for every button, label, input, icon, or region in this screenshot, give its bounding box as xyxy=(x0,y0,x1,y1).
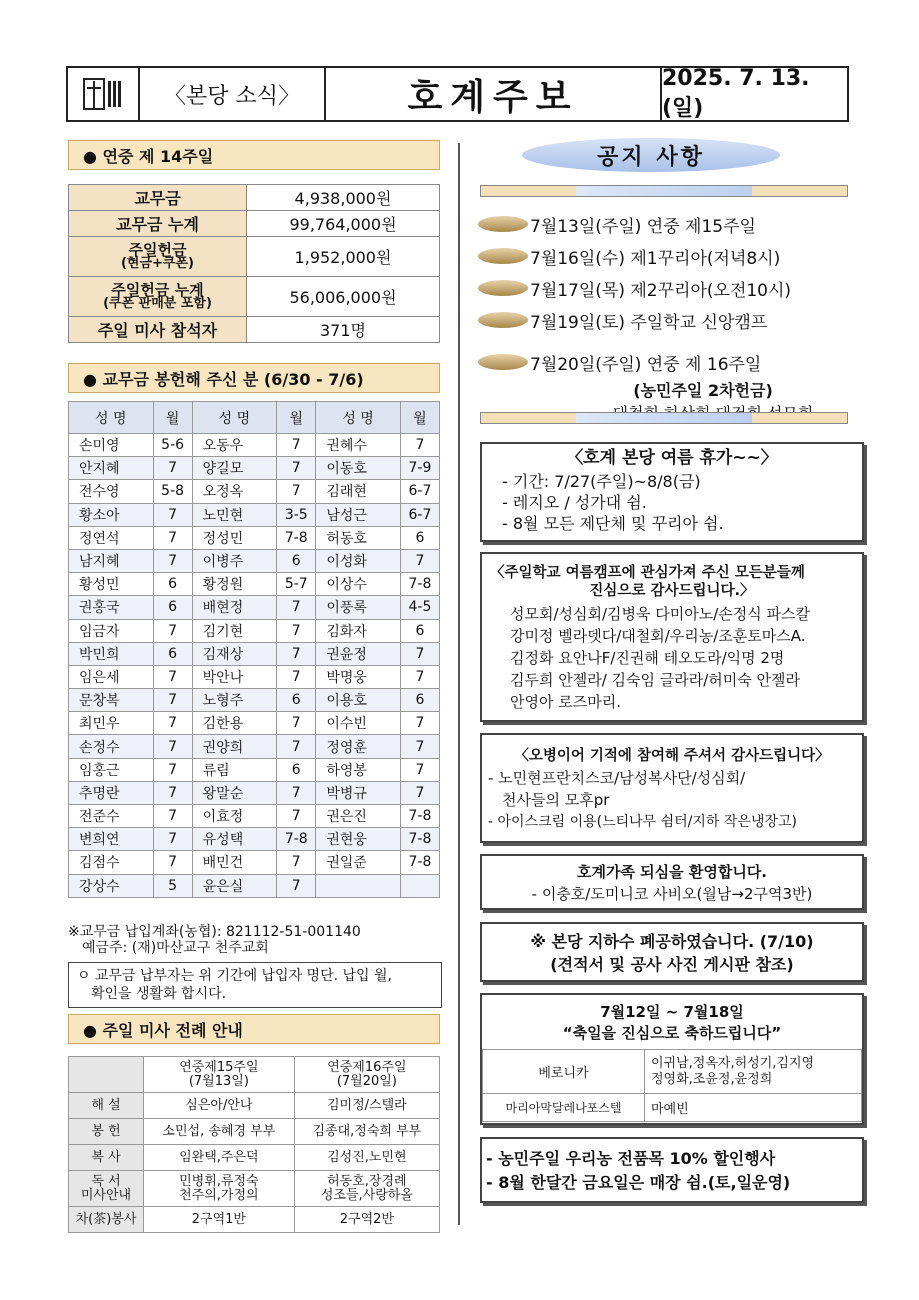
donor-months: 7 xyxy=(153,457,192,480)
stats-heading: ● 연중 제 14주일 xyxy=(68,140,440,170)
donor-months: 4-5 xyxy=(400,596,439,619)
table-row xyxy=(69,735,440,758)
donor-name: 오정옥 xyxy=(192,480,277,503)
donor-months: 7 xyxy=(153,526,192,549)
donors-heading: ● 교무금 봉헌해 주신 분 (6/30 - 7/6) xyxy=(68,363,440,393)
donor-name: 남지혜 xyxy=(69,549,154,572)
donor-name: 정연석 xyxy=(69,526,154,549)
donor-months: 6 xyxy=(153,573,192,596)
donor-name: 윤은실 xyxy=(192,874,277,897)
donor-months xyxy=(400,874,439,897)
scroll-divider-bottom xyxy=(480,412,848,424)
donor-name: 최민우 xyxy=(69,712,154,735)
assignee: 허동호,장경례 성조들,사랑하올 xyxy=(294,1171,439,1207)
masthead xyxy=(66,66,849,122)
table-row xyxy=(69,549,440,572)
table-row xyxy=(69,480,440,503)
donor-months: 7-8 xyxy=(400,851,439,874)
table-row xyxy=(69,851,440,874)
donor-months: 7 xyxy=(400,735,439,758)
donor-name: 김기현 xyxy=(192,619,277,642)
donor-name: 임홍근 xyxy=(69,758,154,781)
donor-name: 권윤정 xyxy=(316,642,401,665)
sale-box xyxy=(480,1137,864,1203)
donor-months: 7 xyxy=(277,596,316,619)
stat-value: 56,006,000원 xyxy=(247,277,440,317)
donor-months: 7 xyxy=(277,480,316,503)
table-row xyxy=(69,874,440,897)
welcome-title: 호계가족 되심을 환영합니다. xyxy=(576,863,768,881)
welcome-box: 호계가족 되심을 환영합니다. - 이충호/도미니코 사비오(월남→2구역3반) xyxy=(480,854,864,910)
donor-months: 7 xyxy=(153,689,192,712)
issue-date: 2025. 7. 13.(일) xyxy=(662,66,810,121)
saint-name: 베로니카 xyxy=(483,1050,645,1094)
donor-months: 7 xyxy=(153,851,192,874)
donor-name: 임금자 xyxy=(69,619,154,642)
event-item: 7월20일(주일) 연중 제 16주일 xyxy=(478,346,858,378)
donor-months: 7-8 xyxy=(400,573,439,596)
stat-label: 교무금 xyxy=(69,185,247,211)
role-label: 복 사 xyxy=(69,1145,144,1171)
donor-name: 문창복 xyxy=(69,689,154,712)
stat-value: 99,764,000원 xyxy=(247,211,440,237)
bullet-icon xyxy=(478,280,528,296)
donor-name: 류림 xyxy=(192,758,277,781)
feast-greeting: “축일을 진심으로 축하드립니다” xyxy=(562,1024,782,1042)
role-label: 봉 헌 xyxy=(69,1119,144,1145)
donor-name: 이상수 xyxy=(316,573,401,596)
bullet-icon xyxy=(478,312,528,328)
table-row xyxy=(69,642,440,665)
assignee: 민병휘,류정숙 천주의,가정의 xyxy=(144,1171,295,1207)
col-name: 성 명 xyxy=(316,402,401,434)
assignee: 김미정/스텔라 xyxy=(294,1093,439,1119)
parish-logo xyxy=(68,68,140,120)
assignee: 임완택,주은덕 xyxy=(144,1145,295,1171)
donor-months: 7-8 xyxy=(400,805,439,828)
donor-name: 정영훈 xyxy=(316,735,401,758)
table-row xyxy=(69,689,440,712)
donor-months: 7-8 xyxy=(277,828,316,851)
donor-name: 권홍국 xyxy=(69,596,154,619)
donor-months: 7 xyxy=(277,619,316,642)
liturgy-table xyxy=(68,1056,440,1233)
donor-name: 오동우 xyxy=(192,434,277,457)
sale-line: - 농민주일 우리농 전품목 10% 할인행사 xyxy=(486,1149,776,1168)
bullet-icon xyxy=(478,248,528,264)
donor-months: 5-6 xyxy=(153,434,192,457)
donor-name: 이성화 xyxy=(316,549,401,572)
donor-months: 5-7 xyxy=(277,573,316,596)
col-name: 성 명 xyxy=(192,402,277,434)
stat-label: 주일 미사 참석자 xyxy=(69,317,247,343)
event-item: 7월16일(수) 제1꾸리아(저녁8시) xyxy=(478,240,858,272)
donor-months: 7 xyxy=(153,712,192,735)
notice-title: 공지 사항 xyxy=(522,138,780,172)
stat-label: 교무금 누계 xyxy=(69,211,247,237)
donor-name: 김재상 xyxy=(192,642,277,665)
donor-name: 노민현 xyxy=(192,503,277,526)
donor-months: 7 xyxy=(277,712,316,735)
table-row xyxy=(69,526,440,549)
donor-months: 6 xyxy=(153,596,192,619)
donor-months: 6 xyxy=(277,689,316,712)
sale-line: - 8월 한달간 금요일은 매장 쉼.(토,일운영) xyxy=(486,1173,791,1192)
table-row xyxy=(69,503,440,526)
donor-months: 6 xyxy=(277,758,316,781)
col-month: 월 xyxy=(277,402,316,434)
event-sub: (농민주일 2차헌금) xyxy=(633,381,773,400)
assignee: 심은아/안나 xyxy=(144,1093,295,1119)
donor-name: 박안나 xyxy=(192,665,277,688)
donor-name: 하영봉 xyxy=(316,758,401,781)
donor-months: 6 xyxy=(277,549,316,572)
groundwater-box: ※ 본당 지하수 폐공하였습니다. (7/10) (견적서 및 공사 사진 게시판 참조) xyxy=(480,922,864,982)
donor-months: 7 xyxy=(277,781,316,804)
week-16-header: 연중제16주일 (7월20일) xyxy=(294,1057,439,1093)
table-row xyxy=(69,712,440,735)
donor-months: 7 xyxy=(400,665,439,688)
scroll-divider-top xyxy=(480,185,848,197)
donor-name: 이풍록 xyxy=(316,596,401,619)
col-month: 월 xyxy=(153,402,192,434)
col-name: 성 명 xyxy=(69,402,154,434)
donor-months: 6 xyxy=(400,619,439,642)
donor-name: 변희연 xyxy=(69,828,154,851)
donor-months: 7 xyxy=(277,805,316,828)
stat-label-cell: 주일헌금 (현금+쿠폰) xyxy=(69,237,247,277)
donor-months: 7 xyxy=(400,712,439,735)
bullet-icon xyxy=(478,354,528,370)
donor-name: 이용호 xyxy=(316,689,401,712)
donor-months: 7 xyxy=(277,434,316,457)
donor-name: 허동호 xyxy=(316,526,401,549)
donor-name: 이동호 xyxy=(316,457,401,480)
donor-name: 권양희 xyxy=(192,735,277,758)
donor-name: 박민희 xyxy=(69,642,154,665)
col-month: 월 xyxy=(400,402,439,434)
groundwater-notice: ※ 본당 지하수 폐공하였습니다. (7/10) xyxy=(530,932,814,951)
donor-name: 황성민 xyxy=(69,573,154,596)
donor-name xyxy=(316,874,401,897)
donor-months: 7 xyxy=(277,874,316,897)
logo-icon xyxy=(82,77,124,111)
table-row xyxy=(69,596,440,619)
event-item: 7월19일(토) 주일학교 신앙캠프 xyxy=(478,304,858,336)
donor-name: 김점수 xyxy=(69,851,154,874)
donor-name: 박병규 xyxy=(316,781,401,804)
donor-months: 7 xyxy=(277,457,316,480)
donor-months: 7 xyxy=(153,805,192,828)
donor-name: 권현웅 xyxy=(316,828,401,851)
donor-name: 손미영 xyxy=(69,434,154,457)
donor-name: 남성근 xyxy=(316,503,401,526)
account-number: ※교무금 납입계좌(농협): 821112-51-001140 xyxy=(68,924,361,940)
table-row xyxy=(69,619,440,642)
donor-name: 전준수 xyxy=(69,805,154,828)
donor-name: 김화자 xyxy=(316,619,401,642)
donor-name: 김한용 xyxy=(192,712,277,735)
event-list xyxy=(478,208,858,424)
table-row xyxy=(69,665,440,688)
table-row xyxy=(69,828,440,851)
event-item: 7월17일(목) 제2꾸리아(오전10시) xyxy=(478,272,858,304)
week-15-header: 연중제15주일 (7월13일) xyxy=(144,1057,295,1093)
donor-rows xyxy=(69,434,440,898)
donor-months: 5 xyxy=(153,874,192,897)
donor-months: 6 xyxy=(400,526,439,549)
donor-notice: ㅇ 교무금 납부자는 위 기간에 납입자 명단. 납입 월, 확인을 생활화 합시다. xyxy=(68,962,442,1008)
donor-months: 7 xyxy=(153,619,192,642)
donor-name: 박명웅 xyxy=(316,665,401,688)
miracle-title: 〈오병이어 기적에 참여해 주셔서 감사드립니다〉 xyxy=(514,748,830,764)
donor-name: 손정수 xyxy=(69,735,154,758)
donor-months: 7 xyxy=(153,758,192,781)
role-label: 차(茶)봉사 xyxy=(69,1207,144,1233)
donor-table xyxy=(68,401,440,898)
table-row xyxy=(69,758,440,781)
assignee: 김성진,노민현 xyxy=(294,1145,439,1171)
table-row xyxy=(69,434,440,457)
feast-table xyxy=(482,1049,862,1122)
donor-name: 권혜수 xyxy=(316,434,401,457)
stat-label-cell: 주일헌금 누계 (쿠폰 판매분 포함) xyxy=(69,277,247,317)
donor-months: 7 xyxy=(400,781,439,804)
donor-name: 이효정 xyxy=(192,805,277,828)
donor-months: 7 xyxy=(277,735,316,758)
donor-months: 5-8 xyxy=(153,480,192,503)
miracle-thanks-box: 〈오병이어 기적에 참여해 주셔서 감사드립니다〉 - 노민현프란치스코/남성복사단/성심회/ 천사들의 모후pr - 아이스크림 이용(느티나무 쉼터/지하 작은냉장고) xyxy=(480,733,864,843)
event-item: 7월13일(주일) 연중 제15주일 xyxy=(478,208,858,240)
offering-stats-table xyxy=(68,184,440,343)
donor-months: 7 xyxy=(277,642,316,665)
liturgy-heading: ● 주일 미사 전례 안내 xyxy=(68,1014,440,1044)
account-info xyxy=(68,924,361,956)
section-label: 〈본당 소식〉 xyxy=(140,68,326,120)
camp-thanks-box: 〈주일학교 여름캠프에 관심가져 주신 모든분들께 진심으로 감사드립니다.〉 성모회/성심회/김병욱 다미아노/손정식 파스칼 강미정 벨라뎃다/대철회/우리농/조훈토마스A. 김정화 요안나F/진권해 테오도라/익명 2명 김두희 안젤라/ 김숙임 글라라/허미숙 안젤라 안영아 로즈마리. xyxy=(480,552,864,722)
donor-months: 7 xyxy=(400,434,439,457)
donor-name: 이병주 xyxy=(192,549,277,572)
stat-value: 4,938,000원 xyxy=(247,185,440,211)
donor-name: 황정원 xyxy=(192,573,277,596)
camp-title: 〈주일학교 여름캠프에 관심가져 주신 모든분들께 xyxy=(490,565,805,581)
donor-months: 6 xyxy=(400,689,439,712)
donor-name: 안지혜 xyxy=(69,457,154,480)
donor-months: 3-5 xyxy=(277,503,316,526)
donor-name: 황소아 xyxy=(69,503,154,526)
donor-months: 7 xyxy=(153,735,192,758)
donor-name: 전수영 xyxy=(69,480,154,503)
donor-name: 김래현 xyxy=(316,480,401,503)
donor-name: 유성택 xyxy=(192,828,277,851)
donor-name: 임은세 xyxy=(69,665,154,688)
donor-months: 6 xyxy=(153,642,192,665)
donor-name: 배현정 xyxy=(192,596,277,619)
table-row xyxy=(69,457,440,480)
assignee: 2구역2반 xyxy=(294,1207,439,1233)
donor-months: 7 xyxy=(153,665,192,688)
donor-months: 7 xyxy=(400,642,439,665)
donor-months: 7 xyxy=(277,851,316,874)
feast-day-box xyxy=(480,993,864,1125)
saint-name: 마리아막달레나포스텔 xyxy=(483,1094,645,1122)
bullet-icon xyxy=(478,216,528,232)
donor-months: 7-9 xyxy=(400,457,439,480)
bulletin-title: 호계주보 xyxy=(326,68,662,120)
donor-name: 이수빈 xyxy=(316,712,401,735)
table-row xyxy=(69,805,440,828)
feast-names: 마예빈 xyxy=(645,1094,862,1122)
vacation-box: 〈호계 본당 여름 휴가~~〉 - 기간: 7/27(주일)~8/8(금) - 레지오 / 성가대 쉼. - 8월 모든 제단체 및 꾸리아 쉼. xyxy=(480,442,864,542)
donor-months: 7 xyxy=(400,758,439,781)
column-divider xyxy=(458,143,460,1225)
donor-name: 강상수 xyxy=(69,874,154,897)
vacation-title: 〈호계 본당 여름 휴가~~〉 xyxy=(566,448,778,468)
stat-value: 371명 xyxy=(247,317,440,343)
donor-name: 노형주 xyxy=(192,689,277,712)
donor-name: 정성민 xyxy=(192,526,277,549)
assignee: 김종대,정숙희 부부 xyxy=(294,1119,439,1145)
donor-name: 양길모 xyxy=(192,457,277,480)
table-row xyxy=(69,781,440,804)
donor-months: 7-8 xyxy=(277,526,316,549)
role-label: 독 서 미사안내 xyxy=(69,1171,144,1207)
account-holder: 예금주: (재)마산교구 천주교회 xyxy=(82,940,269,956)
assignee: 소민섭, 송혜경 부부 xyxy=(144,1119,295,1145)
donor-months: 7 xyxy=(153,549,192,572)
table-row xyxy=(69,573,440,596)
assignee: 2구역1반 xyxy=(144,1207,295,1233)
donor-months: 6-7 xyxy=(400,503,439,526)
donor-name: 왕말순 xyxy=(192,781,277,804)
donor-name: 배민건 xyxy=(192,851,277,874)
stat-value: 1,952,000원 xyxy=(247,237,440,277)
feast-names: 이귀남,정옥자,허성기,김지영 정영화,조윤정,윤정희 xyxy=(645,1050,862,1094)
donor-months: 7 xyxy=(400,549,439,572)
donor-name: 추명란 xyxy=(69,781,154,804)
role-label: 해 설 xyxy=(69,1093,144,1119)
donor-months: 6-7 xyxy=(400,480,439,503)
donor-months: 7-8 xyxy=(400,828,439,851)
donor-months: 7 xyxy=(277,665,316,688)
donor-months: 7 xyxy=(153,828,192,851)
donor-name: 권은진 xyxy=(316,805,401,828)
feast-dates: 7월12일 ~ 7월18일 xyxy=(600,1003,744,1021)
donor-months: 7 xyxy=(153,781,192,804)
donor-months: 7 xyxy=(153,503,192,526)
donor-name: 권일준 xyxy=(316,851,401,874)
